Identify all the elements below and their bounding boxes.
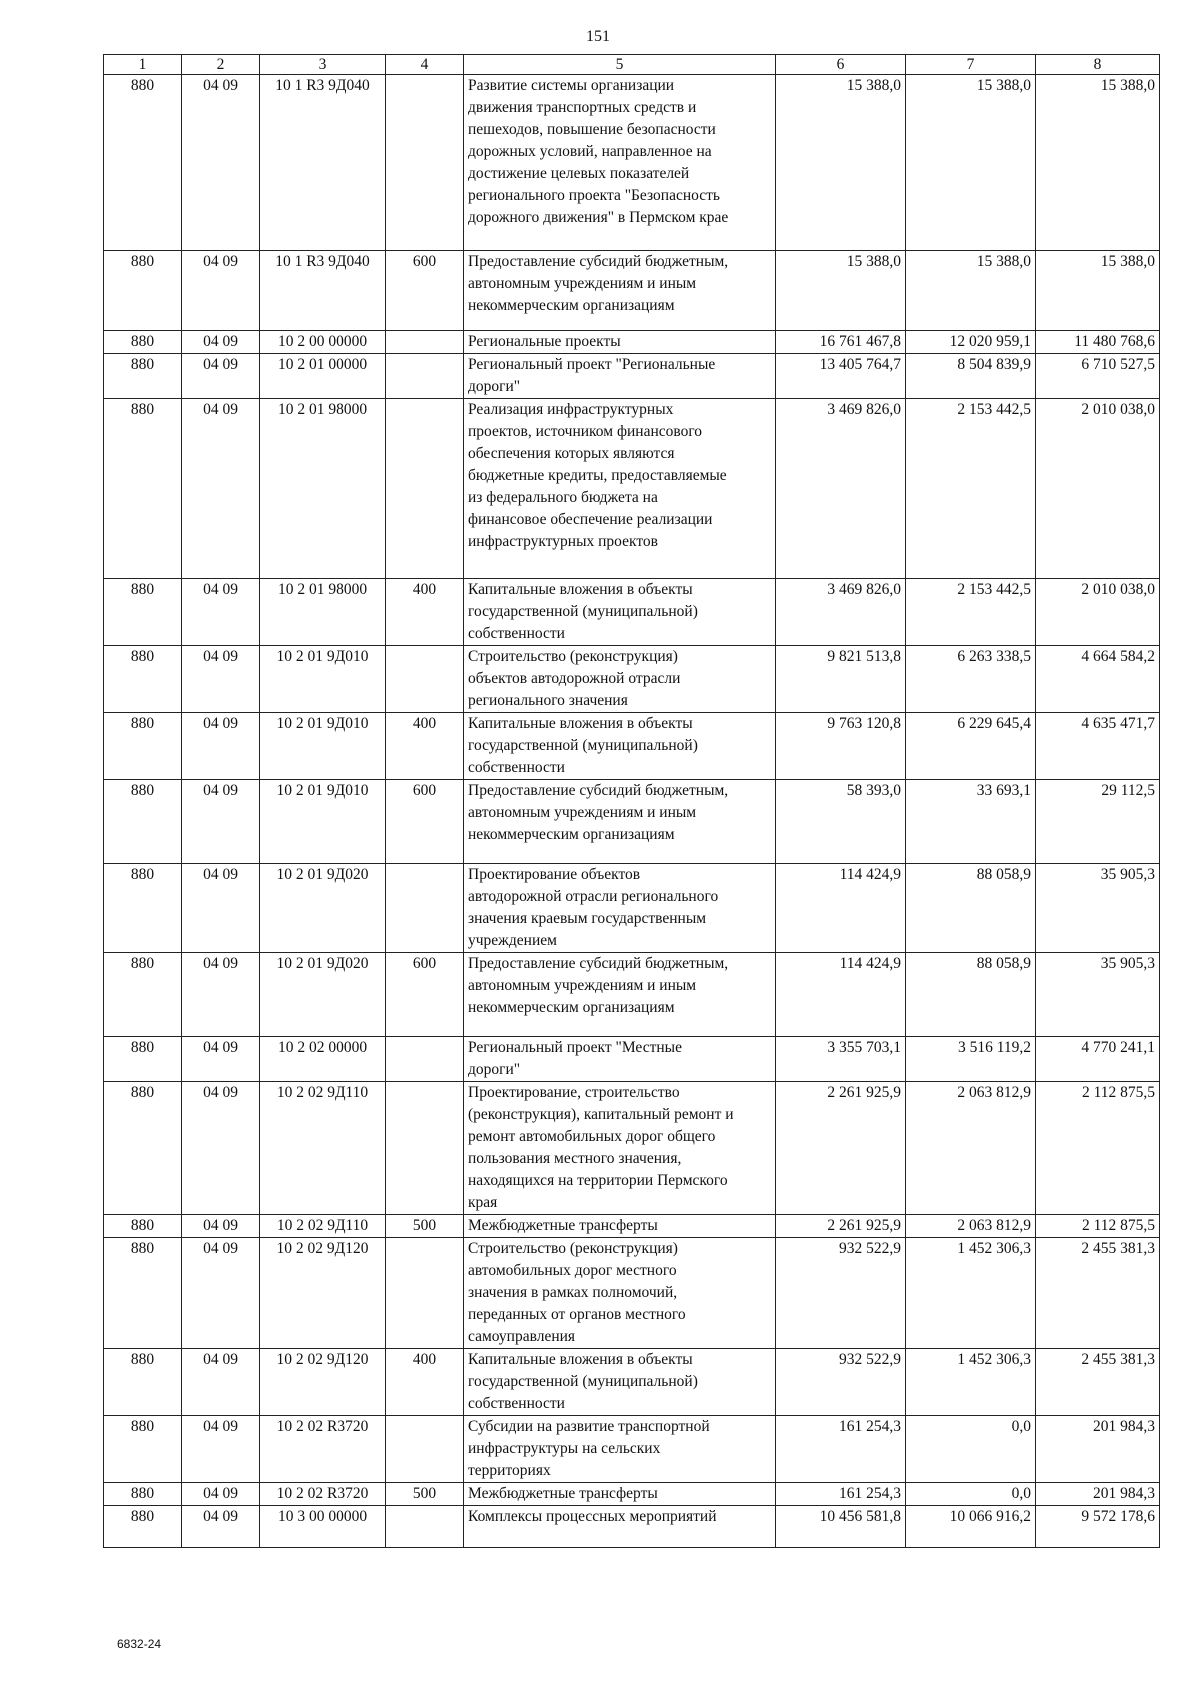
description-line: объектов автодорожной отрасли [468, 670, 681, 687]
cell-ministry-code: 880 [104, 251, 182, 331]
cell-expense-type [386, 1037, 464, 1082]
cell-amount-col8: 6 710 527,5 [1036, 354, 1160, 399]
cell-amount-col8: 29 112,5 [1036, 780, 1160, 864]
col-header: 8 [1036, 55, 1160, 75]
cell-description [464, 579, 776, 646]
description-line: Предоставление субсидий бюджетным, [468, 253, 729, 270]
cell-target-article: 10 2 01 9Д010 [260, 713, 386, 780]
cell-expense-type [386, 354, 464, 399]
table-row [104, 1349, 1160, 1416]
description-line: Проектирование объектов [468, 866, 641, 883]
description-line: Региональный проект "Региональные [468, 356, 716, 373]
description-line: Проектирование, строительство [468, 1084, 680, 1101]
description-line: Межбюджетные трансферты [468, 1217, 658, 1234]
cell-amount-col7: 2 153 442,5 [906, 399, 1036, 579]
cell-section-code: 04 09 [182, 579, 260, 646]
table-row [104, 1483, 1160, 1506]
cell-amount-col6: 10 456 581,8 [776, 1506, 906, 1548]
cell-target-article: 10 2 01 98000 [260, 579, 386, 646]
cell-ministry-code: 880 [104, 1238, 182, 1349]
cell-amount-col7: 2 063 812,9 [906, 1215, 1036, 1238]
cell-expense-type [386, 1506, 464, 1548]
cell-amount-col8: 9 572 178,6 [1036, 1506, 1160, 1548]
cell-amount-col6: 2 261 925,9 [776, 1082, 906, 1215]
cell-amount-col6: 161 254,3 [776, 1483, 906, 1506]
cell-amount-col8: 2 112 875,5 [1036, 1082, 1160, 1215]
cell-ministry-code: 880 [104, 1416, 182, 1483]
cell-description [464, 713, 776, 780]
cell-ministry-code: 880 [104, 1506, 182, 1548]
cell-description [464, 1416, 776, 1483]
cell-section-code: 04 09 [182, 399, 260, 579]
cell-amount-col7: 8 504 839,9 [906, 354, 1036, 399]
cell-amount-col7: 2 153 442,5 [906, 579, 1036, 646]
description-line: значения краевым государственным [468, 910, 707, 927]
description-line: (реконструкция), капитальный ремонт и [468, 1106, 734, 1123]
description-line: некоммерческим организациям [468, 297, 675, 314]
cell-amount-col6: 3 469 826,0 [776, 579, 906, 646]
table-body [104, 75, 1160, 1548]
cell-amount-col6: 2 261 925,9 [776, 1215, 906, 1238]
cell-expense-type [386, 646, 464, 713]
table-row [104, 1037, 1160, 1082]
cell-target-article: 10 2 01 9Д010 [260, 780, 386, 864]
cell-section-code: 04 09 [182, 780, 260, 864]
cell-section-code: 04 09 [182, 1349, 260, 1416]
cell-amount-col6: 15 388,0 [776, 75, 906, 251]
description-line: Предоставление субсидий бюджетным, [468, 782, 729, 799]
cell-description [464, 1082, 776, 1215]
cell-expense-type: 600 [386, 953, 464, 1037]
col-header: 4 [386, 55, 464, 75]
cell-amount-col6: 114 424,9 [776, 953, 906, 1037]
cell-section-code: 04 09 [182, 1238, 260, 1349]
description-line: значения в рамках полномочий, [468, 1284, 678, 1301]
cell-description [464, 251, 776, 331]
description-line: некоммерческим организациям [468, 826, 675, 843]
cell-amount-col8: 2 010 038,0 [1036, 399, 1160, 579]
cell-expense-type: 400 [386, 579, 464, 646]
cell-target-article: 10 2 02 9Д110 [260, 1082, 386, 1215]
description-line: движения транспортных средств и [468, 99, 697, 116]
cell-target-article: 10 2 02 9Д120 [260, 1349, 386, 1416]
description-line: автономным учреждениям и иным [468, 977, 697, 994]
document-code: 6832-24 [117, 1637, 162, 1651]
description-line: дорожных условий, направленное на [468, 143, 712, 160]
description-line: автодорожной отрасли регионального [468, 888, 719, 905]
cell-description [464, 354, 776, 399]
description-line: края [468, 1194, 498, 1211]
cell-section-code: 04 09 [182, 646, 260, 713]
description-line: собственности [468, 759, 565, 776]
cell-description [464, 646, 776, 713]
cell-target-article: 10 1 R3 9Д040 [260, 251, 386, 331]
cell-section-code: 04 09 [182, 1215, 260, 1238]
description-line: ремонт автомобильных дорог общего [468, 1128, 716, 1145]
table-row [104, 251, 1160, 331]
cell-description [464, 1238, 776, 1349]
table-row [104, 864, 1160, 953]
cell-amount-col7: 1 452 306,3 [906, 1349, 1036, 1416]
cell-amount-col8: 2 010 038,0 [1036, 579, 1160, 646]
cell-ministry-code: 880 [104, 331, 182, 354]
cell-description [464, 1483, 776, 1506]
cell-amount-col8: 35 905,3 [1036, 864, 1160, 953]
cell-amount-col8: 4 664 584,2 [1036, 646, 1160, 713]
cell-section-code: 04 09 [182, 354, 260, 399]
cell-amount-col7: 15 388,0 [906, 75, 1036, 251]
cell-target-article: 10 2 01 98000 [260, 399, 386, 579]
cell-ministry-code: 880 [104, 354, 182, 399]
description-line: собственности [468, 625, 565, 642]
col-header: 6 [776, 55, 906, 75]
cell-section-code: 04 09 [182, 1037, 260, 1082]
cell-amount-col7: 0,0 [906, 1416, 1036, 1483]
description-line: Строительство (реконструкция) [468, 1240, 678, 1257]
cell-amount-col6: 932 522,9 [776, 1238, 906, 1349]
cell-description [464, 1349, 776, 1416]
cell-description [464, 780, 776, 864]
table-row [104, 399, 1160, 579]
description-line: Капитальные вложения в объекты [468, 581, 693, 598]
page-number: 151 [586, 28, 610, 45]
description-line: самоуправления [468, 1328, 576, 1345]
cell-target-article: 10 2 01 9Д020 [260, 953, 386, 1037]
cell-amount-col6: 3 355 703,1 [776, 1037, 906, 1082]
description-line: Реализация инфраструктурных [468, 401, 674, 418]
cell-amount-col8: 2 455 381,3 [1036, 1238, 1160, 1349]
cell-section-code: 04 09 [182, 953, 260, 1037]
description-line: автономным учреждениям и иным [468, 275, 697, 292]
cell-target-article: 10 2 02 R3720 [260, 1483, 386, 1506]
cell-ministry-code: 880 [104, 1082, 182, 1215]
cell-target-article: 10 2 00 00000 [260, 331, 386, 354]
description-line: государственной (муниципальной) [468, 603, 698, 620]
cell-ministry-code: 880 [104, 780, 182, 864]
cell-expense-type [386, 864, 464, 953]
table-row [104, 1215, 1160, 1238]
table-row [104, 354, 1160, 399]
cell-ministry-code: 880 [104, 1349, 182, 1416]
cell-expense-type [386, 331, 464, 354]
table-row [104, 1506, 1160, 1548]
cell-amount-col8: 201 984,3 [1036, 1483, 1160, 1506]
cell-section-code: 04 09 [182, 75, 260, 251]
description-line: из федерального бюджета на [468, 489, 658, 506]
cell-section-code: 04 09 [182, 1506, 260, 1548]
cell-ministry-code: 880 [104, 864, 182, 953]
table-row [104, 331, 1160, 354]
cell-amount-col6: 16 761 467,8 [776, 331, 906, 354]
cell-section-code: 04 09 [182, 1082, 260, 1215]
table-row [104, 646, 1160, 713]
cell-amount-col6: 13 405 764,7 [776, 354, 906, 399]
cell-target-article: 10 3 00 00000 [260, 1506, 386, 1548]
cell-section-code: 04 09 [182, 251, 260, 331]
description-line: пользования местного значения, [468, 1150, 682, 1167]
cell-target-article: 10 2 01 9Д020 [260, 864, 386, 953]
cell-ministry-code: 880 [104, 75, 182, 251]
description-line: учреждением [468, 932, 557, 949]
description-line: автономным учреждениям и иным [468, 804, 697, 821]
cell-amount-col8: 35 905,3 [1036, 953, 1160, 1037]
description-line: регионального значения [468, 692, 628, 709]
cell-amount-col7: 10 066 916,2 [906, 1506, 1036, 1548]
cell-expense-type: 400 [386, 713, 464, 780]
cell-expense-type: 500 [386, 1215, 464, 1238]
cell-target-article: 10 2 01 9Д010 [260, 646, 386, 713]
description-line: территориях [468, 1462, 551, 1479]
cell-expense-type [386, 1416, 464, 1483]
cell-amount-col6: 9 821 513,8 [776, 646, 906, 713]
budget-table [103, 54, 1160, 1548]
description-line: государственной (муниципальной) [468, 737, 698, 754]
table-row [104, 780, 1160, 864]
description-line: дорожного движения" в Пермском крае [468, 209, 729, 226]
cell-amount-col6: 3 469 826,0 [776, 399, 906, 579]
description-line: Субсидии на развитие транспортной [468, 1418, 710, 1435]
cell-expense-type: 600 [386, 780, 464, 864]
cell-amount-col6: 9 763 120,8 [776, 713, 906, 780]
cell-description [464, 864, 776, 953]
table-row [104, 713, 1160, 780]
cell-expense-type [386, 75, 464, 251]
table-row [104, 953, 1160, 1037]
cell-description [464, 1506, 776, 1548]
description-line: Предоставление субсидий бюджетным, [468, 955, 729, 972]
cell-expense-type: 500 [386, 1483, 464, 1506]
cell-amount-col6: 932 522,9 [776, 1349, 906, 1416]
cell-expense-type [386, 399, 464, 579]
table-row [104, 1416, 1160, 1483]
cell-amount-col8: 4 770 241,1 [1036, 1037, 1160, 1082]
cell-amount-col7: 15 388,0 [906, 251, 1036, 331]
cell-target-article: 10 2 01 00000 [260, 354, 386, 399]
description-line: Развитие системы организации [468, 77, 675, 94]
cell-amount-col8: 4 635 471,7 [1036, 713, 1160, 780]
cell-section-code: 04 09 [182, 331, 260, 354]
cell-amount-col6: 161 254,3 [776, 1416, 906, 1483]
cell-description [464, 953, 776, 1037]
cell-amount-col6: 15 388,0 [776, 251, 906, 331]
cell-expense-type: 600 [386, 251, 464, 331]
description-line: Региональные проекты [468, 333, 621, 350]
header-row [104, 55, 1160, 75]
cell-target-article: 10 1 R3 9Д040 [260, 75, 386, 251]
cell-ministry-code: 880 [104, 1037, 182, 1082]
cell-amount-col6: 58 393,0 [776, 780, 906, 864]
cell-ministry-code: 880 [104, 399, 182, 579]
cell-amount-col7: 88 058,9 [906, 953, 1036, 1037]
table-row [104, 1082, 1160, 1215]
cell-amount-col7: 1 452 306,3 [906, 1238, 1036, 1349]
description-line: достижение целевых показателей [468, 165, 690, 182]
description-line: инфраструктурных проектов [468, 533, 658, 550]
cell-ministry-code: 880 [104, 1483, 182, 1506]
description-line: переданных от органов местного [468, 1306, 686, 1323]
description-line: Строительство (реконструкция) [468, 648, 678, 665]
description-line: находящихся на территории Пермского [468, 1172, 728, 1189]
cell-description [464, 331, 776, 354]
cell-ministry-code: 880 [104, 953, 182, 1037]
cell-description [464, 1215, 776, 1238]
cell-expense-type [386, 1082, 464, 1215]
description-line: некоммерческим организациям [468, 999, 675, 1016]
description-line: Межбюджетные трансферты [468, 1485, 658, 1502]
description-line: финансовое обеспечение реализации [468, 511, 713, 528]
cell-amount-col7: 88 058,9 [906, 864, 1036, 953]
cell-expense-type: 400 [386, 1349, 464, 1416]
description-line: Капитальные вложения в объекты [468, 715, 693, 732]
description-line: Региональный проект "Местные [468, 1039, 682, 1056]
description-line: дороги" [468, 378, 521, 395]
description-line: Капитальные вложения в объекты [468, 1351, 693, 1368]
description-line: собственности [468, 1395, 565, 1412]
cell-ministry-code: 880 [104, 646, 182, 713]
cell-description [464, 399, 776, 579]
description-line: государственной (муниципальной) [468, 1373, 698, 1390]
cell-amount-col8: 201 984,3 [1036, 1416, 1160, 1483]
description-line: пешеходов, повышение безопасности [468, 121, 716, 138]
cell-amount-col7: 12 020 959,1 [906, 331, 1036, 354]
cell-expense-type [386, 1238, 464, 1349]
cell-target-article: 10 2 02 00000 [260, 1037, 386, 1082]
cell-amount-col7: 0,0 [906, 1483, 1036, 1506]
cell-amount-col6: 114 424,9 [776, 864, 906, 953]
cell-section-code: 04 09 [182, 1483, 260, 1506]
description-line: проектов, источником финансового [468, 423, 703, 440]
col-header: 3 [260, 55, 386, 75]
table-row [104, 75, 1160, 251]
cell-target-article: 10 2 02 9Д120 [260, 1238, 386, 1349]
cell-amount-col7: 6 263 338,5 [906, 646, 1036, 713]
table-row [104, 579, 1160, 646]
cell-description [464, 1037, 776, 1082]
table-row [104, 1238, 1160, 1349]
cell-amount-col7: 33 693,1 [906, 780, 1036, 864]
cell-ministry-code: 880 [104, 579, 182, 646]
cell-amount-col7: 3 516 119,2 [906, 1037, 1036, 1082]
description-line: инфраструктуры на сельских [468, 1440, 661, 1457]
cell-ministry-code: 880 [104, 1215, 182, 1238]
cell-amount-col8: 2 455 381,3 [1036, 1349, 1160, 1416]
cell-section-code: 04 09 [182, 1416, 260, 1483]
description-line: автомобильных дорог местного [468, 1262, 677, 1279]
description-line: обеспечения которых являются [468, 445, 675, 462]
cell-amount-col7: 6 229 645,4 [906, 713, 1036, 780]
cell-description [464, 75, 776, 251]
cell-target-article: 10 2 02 R3720 [260, 1416, 386, 1483]
cell-amount-col8: 15 388,0 [1036, 251, 1160, 331]
col-header: 1 [104, 55, 182, 75]
cell-amount-col8: 2 112 875,5 [1036, 1215, 1160, 1238]
cell-section-code: 04 09 [182, 713, 260, 780]
cell-amount-col7: 2 063 812,9 [906, 1082, 1036, 1215]
cell-target-article: 10 2 02 9Д110 [260, 1215, 386, 1238]
col-header: 2 [182, 55, 260, 75]
description-line: Комплексы процессных мероприятий [468, 1508, 717, 1525]
description-line: дороги" [468, 1061, 521, 1078]
cell-section-code: 04 09 [182, 864, 260, 953]
col-header: 7 [906, 55, 1036, 75]
cell-amount-col8: 15 388,0 [1036, 75, 1160, 251]
description-line: бюджетные кредиты, предоставляемые [468, 467, 727, 484]
description-line: регионального проекта "Безопасность [468, 187, 720, 204]
cell-ministry-code: 880 [104, 713, 182, 780]
col-header: 5 [464, 55, 776, 75]
cell-amount-col8: 11 480 768,6 [1036, 331, 1160, 354]
